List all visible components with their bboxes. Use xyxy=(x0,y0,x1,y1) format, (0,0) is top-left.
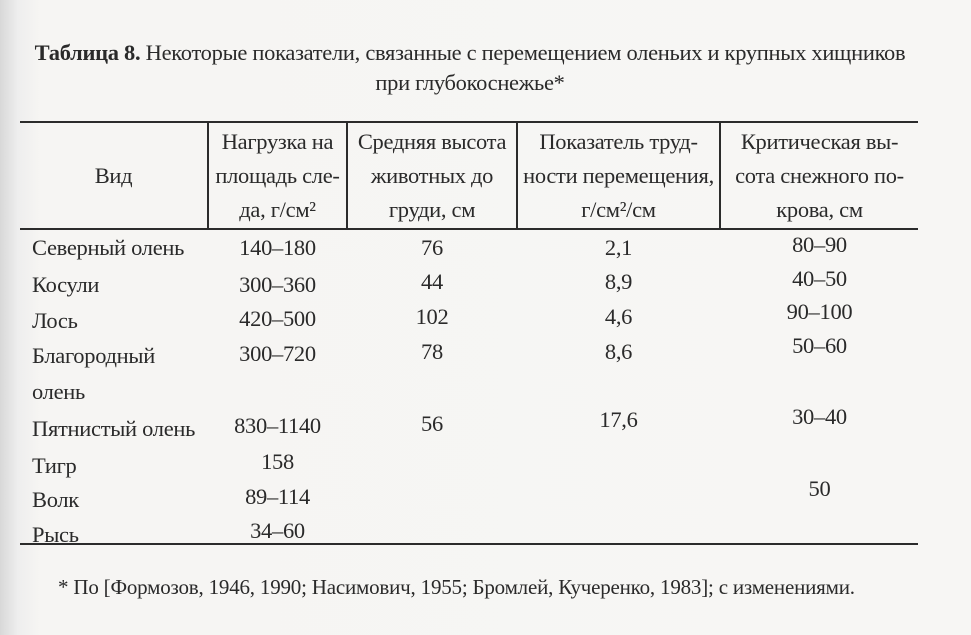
row-name: Лось xyxy=(32,308,78,333)
row-difficulty: 17,6 xyxy=(599,407,638,432)
row-difficulty: 8,6 xyxy=(604,339,633,364)
table-bottom-rule xyxy=(20,543,918,545)
header-difficulty xyxy=(518,123,719,228)
row-critical: 90–100 xyxy=(786,299,853,324)
row-height: 56 xyxy=(421,411,443,436)
row-load: 140–180 xyxy=(239,235,316,260)
row-load: 830–1140 xyxy=(234,413,321,438)
row-height: 44 xyxy=(421,269,443,294)
table-caption xyxy=(20,38,920,98)
row-load: 89–114 xyxy=(245,484,310,509)
header-chest-height xyxy=(348,123,516,228)
row-height: 76 xyxy=(421,235,443,260)
row-name: Тигр xyxy=(32,453,77,478)
header-critical-depth xyxy=(721,123,918,228)
header-species xyxy=(20,123,207,228)
row-load: 158 xyxy=(261,449,294,474)
row-height: 102 xyxy=(415,304,449,329)
row-name: Благородный xyxy=(32,343,155,368)
row-name-continued: олень xyxy=(32,379,85,404)
row-name: Северный олень xyxy=(32,235,185,260)
row-critical: 40–50 xyxy=(792,266,847,291)
row-critical: 80–90 xyxy=(792,232,847,257)
caption-text: Некоторые показатели, связанные с перемещением оленьих и крупных хищников xyxy=(145,40,906,65)
caption-label: Таблица 8. xyxy=(34,40,141,65)
header-load xyxy=(209,123,346,228)
row-name: Пятнистый олень xyxy=(32,416,196,441)
row-load: 420–500 xyxy=(239,306,316,331)
row-name: Волк xyxy=(32,487,79,512)
row-name: Косули xyxy=(32,272,100,297)
table-footnote: * По [Формозов, 1946, 1990; Насимович, 1955; Бромлей, Кучеренко, 1983]; с изменениями. xyxy=(58,575,855,599)
row-critical: 30–40 xyxy=(792,404,847,429)
row-critical: 50 xyxy=(808,476,831,501)
row-height: 78 xyxy=(421,339,443,364)
row-difficulty: 8,9 xyxy=(604,269,633,294)
caption-line-2: при глубокоснежье* xyxy=(375,70,565,95)
row-difficulty: 2,1 xyxy=(604,235,633,260)
row-critical: 50–60 xyxy=(792,333,847,358)
row-difficulty: 4,6 xyxy=(604,304,633,329)
row-load: 300–360 xyxy=(239,272,316,297)
header-difficulty-label: Показатель труд- ности перемещения, г/см²/см xyxy=(523,128,714,222)
header-load-label: Нагрузка на площадь сле- да, г/см² xyxy=(215,128,340,222)
row-load: 34–60 xyxy=(250,518,305,543)
row-load: 300–720 xyxy=(239,341,316,366)
header-critical-depth-label: Критическая вы- сота снежного по- крова, см xyxy=(735,128,904,222)
row-name: Рысь xyxy=(32,522,79,547)
caption-line-1 xyxy=(20,38,920,68)
header-chest-height-label: Средняя высота животных до груди, см xyxy=(357,128,507,222)
header-species-label: Вид xyxy=(94,162,133,188)
